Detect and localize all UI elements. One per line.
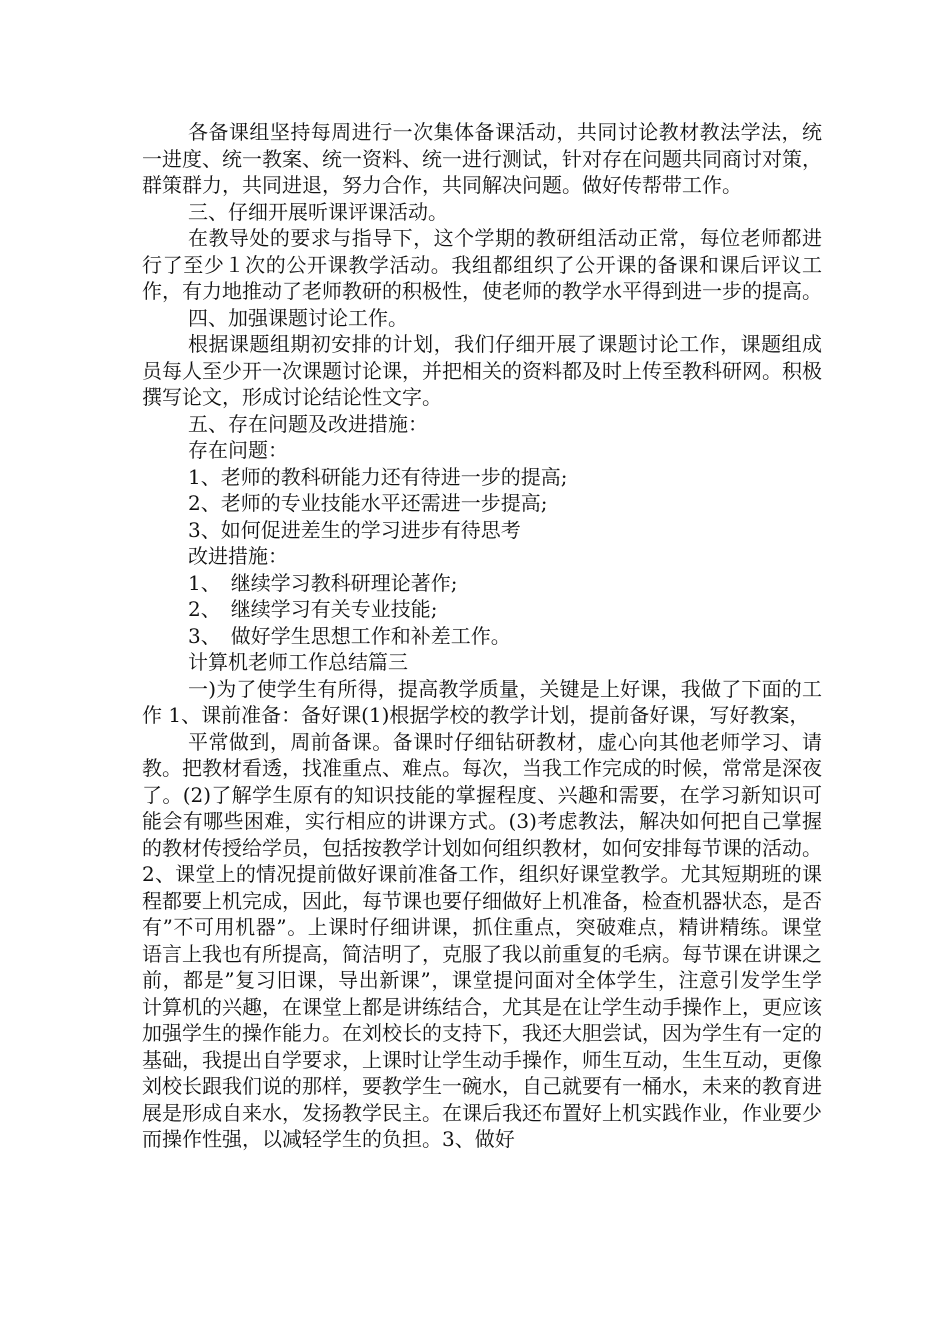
heading-section-5: 五、存在问题及改进措施：: [188, 411, 428, 436]
heading-section-4: 四、加强课题讨论工作。: [188, 305, 408, 330]
label-measures: 改进措施：: [188, 544, 288, 568]
list-item-problem-3: 3、如何促进差生的学习进步有待思考: [188, 517, 521, 542]
list-item-problem-2: 2、老师的专业技能水平还需进一步提高;: [188, 491, 548, 515]
paragraph-lesson-prep: 一)为了使学生有所得，提高教学质量，关键是上好课，我做了下面的工作 1、课前准备：备好课(1)根据学校的教学计划，提前备好课，写好教案，: [142, 676, 822, 727]
paragraph-group-prep: 各备课组坚持每周进行一次集体备课活动，共同讨论教材教法学法，统一进度、统一教案、统一资料、统一进行测试，针对存在问题共同商讨对策，群策群力，共同进退，努力合作，共同解决问题。做好传帮带工作。: [142, 120, 822, 197]
heading-section-3: 三、仔细开展听课评课活动。: [188, 199, 448, 224]
list-item-problem-1: 1、老师的教科研能力还有待进一步的提高;: [188, 464, 568, 489]
document-body: [142, 119, 822, 1153]
paragraph-research: 根据课题组期初安排的计划，我们仔细开展了课题讨论工作，课题组成员每人至少开一次课题讨论课，并把相关的资料都及时上传至教科研网。积极撰写论文，形成讨论结论性文字。: [142, 332, 822, 409]
list-item-measure-1: 1、 继续学习教科研理论著作;: [188, 570, 458, 595]
heading-article-3: 计算机老师工作总结篇三: [188, 650, 408, 674]
paragraph-teaching-practice: 平常做到，周前备课。备课时仔细钻研教材，虚心向其他老师学习、请教。把教材看透，找准重点、难点。每次，当我工作完成的时候，常常是深夜了。(2)了解学生原有的知识技能的掌握程度、兴趣和需要，在学习新知识可能会有哪些困难，实行相应的讲课方式。(3)考虑教法，解决如何把自己掌握的教材传授给学员，包括按教学计划如何组织教材，如何安排每节课的活动。2、课堂上的情况提前做好课前准备工作，组织好课堂教学。尤其短期班的课程都要上机完成，因此，每节课也要仔细做好上机准备，检查机器状态，是否有”不可用机器”。上课时仔细讲课，抓住重点，突破难点，精讲精练。课堂语言上我也有所提高，简洁明了，克服了我以前重复的毛病。每节课在讲课之前，都是”复习旧课，导出新课”，课堂提问面对全体学生，注意引发学生学计算机的兴趣，在课堂上都是讲练结合，尤其是在让学生动手操作上，更应该加强学生的操作能力。在刘校长的支持下，我还大胆尝试，因为学生有一定的基础，我提出自学要求，上课时让学生动手操作，师生互动，生生互动，更像刘校长跟我们说的那样，要教学生一碗水，自己就要有一桶水，未来的教育进展是形成自来水，发扬教学民主。在课后我还布置好上机实践作业，作业要少而操作性强，以减轻学生的负担。3、做好: [142, 729, 822, 1151]
list-item-measure-2: 2、 继续学习有关专业技能;: [188, 597, 438, 621]
label-problems: 存在问题：: [188, 438, 288, 462]
list-item-measure-3: 3、 做好学生思想工作和补差工作。: [188, 623, 511, 648]
paragraph-open-class: 在教导处的要求与指导下，这个学期的教研组活动正常，每位老师都进行了至少１次的公开课教学活动。我组都组织了公开课的备课和课后评议工作，有力地推动了老师教研的积极性，使老师的教学水平得到进一步的提高。: [142, 226, 822, 303]
